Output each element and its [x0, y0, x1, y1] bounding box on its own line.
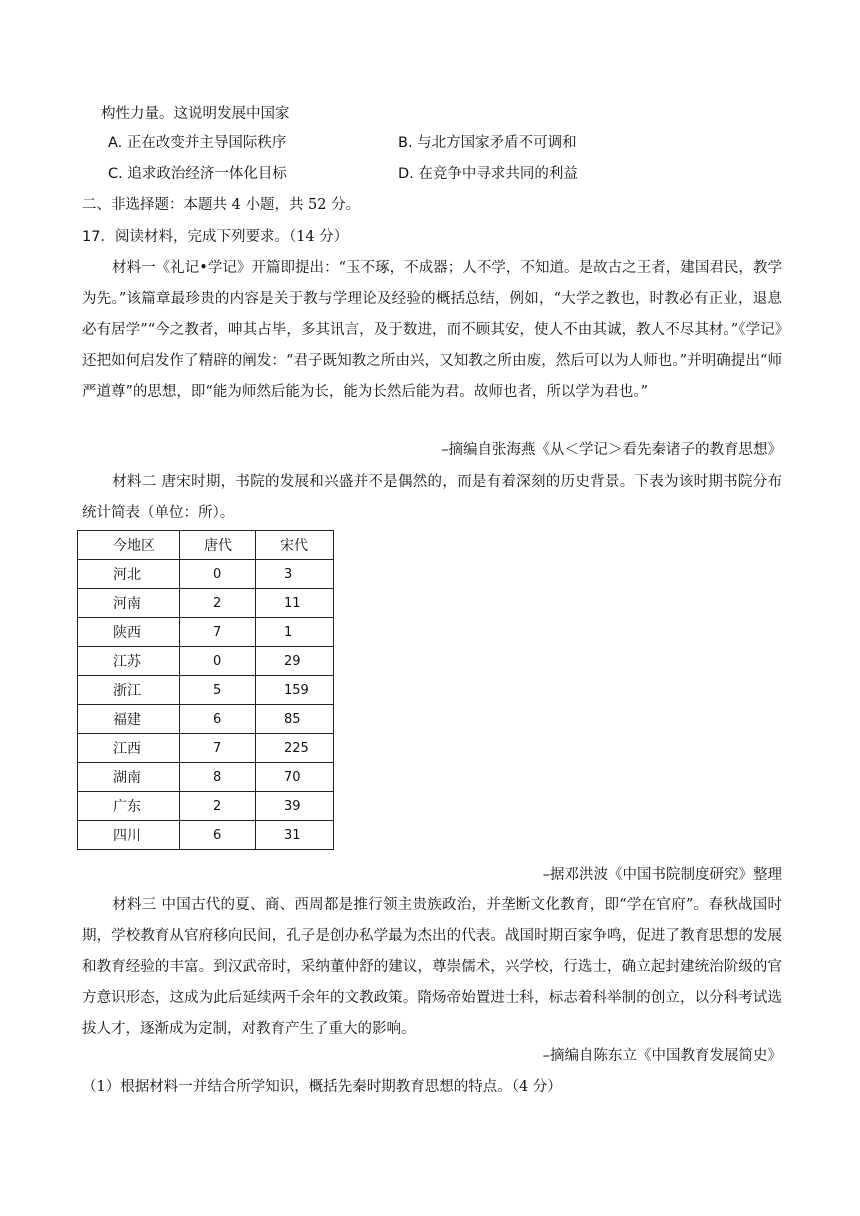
- material-2-text: 材料二 唐宋时期，书院的发展和兴盛并不是偶然的，而是有着深刻的历史背景。下表为该时期书院分布统计简表（单位：所）。: [82, 474, 782, 521]
- question-17-number: 17．: [82, 229, 115, 245]
- table-row: [78, 589, 334, 618]
- option-d-letter: D.: [398, 166, 414, 182]
- table-cell-tang: 8: [180, 763, 256, 792]
- table-cell-region: 陕西: [78, 618, 180, 647]
- table-cell-tang: 7: [180, 618, 256, 647]
- table-cell-song: 225: [256, 734, 334, 763]
- table-cell-song: 29: [256, 647, 334, 676]
- option-c-text: 追求政治经济一体化目标: [127, 166, 287, 182]
- table-cell-tang: 7: [180, 734, 256, 763]
- material-2-paragraph: [82, 467, 782, 529]
- table-cell-region: 河南: [78, 589, 180, 618]
- table-cell-song: 1: [256, 618, 334, 647]
- table-cell-region: 四川: [78, 821, 180, 850]
- sub-question-1: （1）根据材料一并结合所学知识，概括先秦时期教育思想的特点。（4 分）: [82, 1079, 562, 1095]
- option-b-letter: B.: [398, 135, 413, 151]
- option-a-letter: A.: [108, 135, 123, 151]
- table-cell-region: 江苏: [78, 647, 180, 676]
- table-row: [78, 821, 334, 850]
- table-cell-region: 江西: [78, 734, 180, 763]
- section-heading: 二、非选择题：本题共 4 小题，共 52 分。: [82, 197, 361, 213]
- table-cell-song: 159: [256, 676, 334, 705]
- table-cell-tang: 6: [180, 821, 256, 850]
- table-cell-tang: 6: [180, 705, 256, 734]
- option-a-text: 正在改变并主导国际秩序: [126, 135, 287, 151]
- table-cell-song: 31: [256, 821, 334, 850]
- table-cell-tang: 0: [180, 560, 256, 589]
- table-cell-song: 11: [256, 589, 334, 618]
- table-header-tang: 唐代: [180, 531, 256, 560]
- table-cell-region: 广东: [78, 792, 180, 821]
- table-cell-region: 河北: [78, 560, 180, 589]
- material-1-source: –摘编自张海燕《从＜学记＞看先秦诸子的教育思想》: [441, 442, 782, 458]
- question-17-prompt: 阅读材料，完成下列要求。（14 分）: [114, 229, 349, 245]
- table-header-row: [78, 531, 334, 560]
- table-cell-song: 70: [256, 763, 334, 792]
- table-header-song: 宋代: [256, 531, 334, 560]
- table-cell-region: 湖南: [78, 763, 180, 792]
- table-cell-region: 浙江: [78, 676, 180, 705]
- table-cell-tang: 2: [180, 589, 256, 618]
- table-cell-song: 3: [256, 560, 334, 589]
- table-row: [78, 763, 334, 792]
- question-continuation: 构性力量。这说明发展中国家: [101, 106, 290, 122]
- table-row: [78, 792, 334, 821]
- option-a: [108, 133, 286, 153]
- table-cell-song: 85: [256, 705, 334, 734]
- material-3-text: 材料三 中国古代的夏、商、西周都是推行领主贵族政治，并垄断文化教育，即“学在官府”。春秋战国时期，学校教育从官府移向民间，孔子是创办私学最为杰出的代表。战国时期百家争鸣，促进了教育思想的发展和教育经验的丰富。到汉武帝时，采纳董仲舒的建议，尊崇儒术，兴学校，行选士，确立起封建统治阶级的官方意识形态，这成为此后延续两千余年的文教政策。隋炀帝始置进士科，标志着科举制的创立，以分科考试选拔人才，逐渐成为定制，对教育产生了重大的影响。: [82, 897, 782, 1037]
- material-3-paragraph: [82, 890, 782, 1045]
- table-cell-tang: 5: [180, 676, 256, 705]
- option-b: [398, 133, 577, 153]
- table-header-region: 今地区: [78, 531, 180, 560]
- material-1-paragraph: [82, 253, 782, 408]
- table-cell-song: 39: [256, 792, 334, 821]
- table-row: [78, 647, 334, 676]
- material-1-text: 材料一《礼记•学记》开篇即提出：“玉不琢，不成器；人不学，不知道。是故古之王者，建国君民，教学为先。”该篇章最珍贵的内容是关于教与学理论及经验的概括总结，例如，“大学之教也，时教必有正业，退息必有居学”“今之教者，呻其占毕，多其讯言，及于数进，而不顾其安，使人不由其诚，教人不尽其材。”《学记》还把如何启发作了精辟的阐发：“君子既知教之所由兴，又知教之所由废，然后可以为人师也。”并明确提出“师严道尊”的思想，即“能为师然后能为长，能为长然后能为君。故师也者，所以学为君也。”: [82, 260, 782, 400]
- table-row: [78, 705, 334, 734]
- option-d: [398, 164, 578, 184]
- table-row: [78, 734, 334, 763]
- table-row: [78, 560, 334, 589]
- question-17-header: [82, 227, 348, 247]
- academy-distribution-table: [77, 530, 334, 850]
- table-cell-tang: 2: [180, 792, 256, 821]
- option-c-letter: C.: [108, 166, 123, 182]
- table-row: [78, 618, 334, 647]
- material-2-source: –据邓洪波《中国书院制度研究》整理: [542, 867, 782, 883]
- table-cell-tang: 0: [180, 647, 256, 676]
- table-row: [78, 676, 334, 705]
- option-d-text: 在竞争中寻求共同的利益: [418, 166, 578, 182]
- option-b-text: 与北方国家矛盾不可调和: [417, 135, 577, 151]
- material-3-source: –摘编自陈东立《中国教育发展简史》: [542, 1048, 782, 1064]
- table-cell-region: 福建: [78, 705, 180, 734]
- option-c: [108, 164, 287, 184]
